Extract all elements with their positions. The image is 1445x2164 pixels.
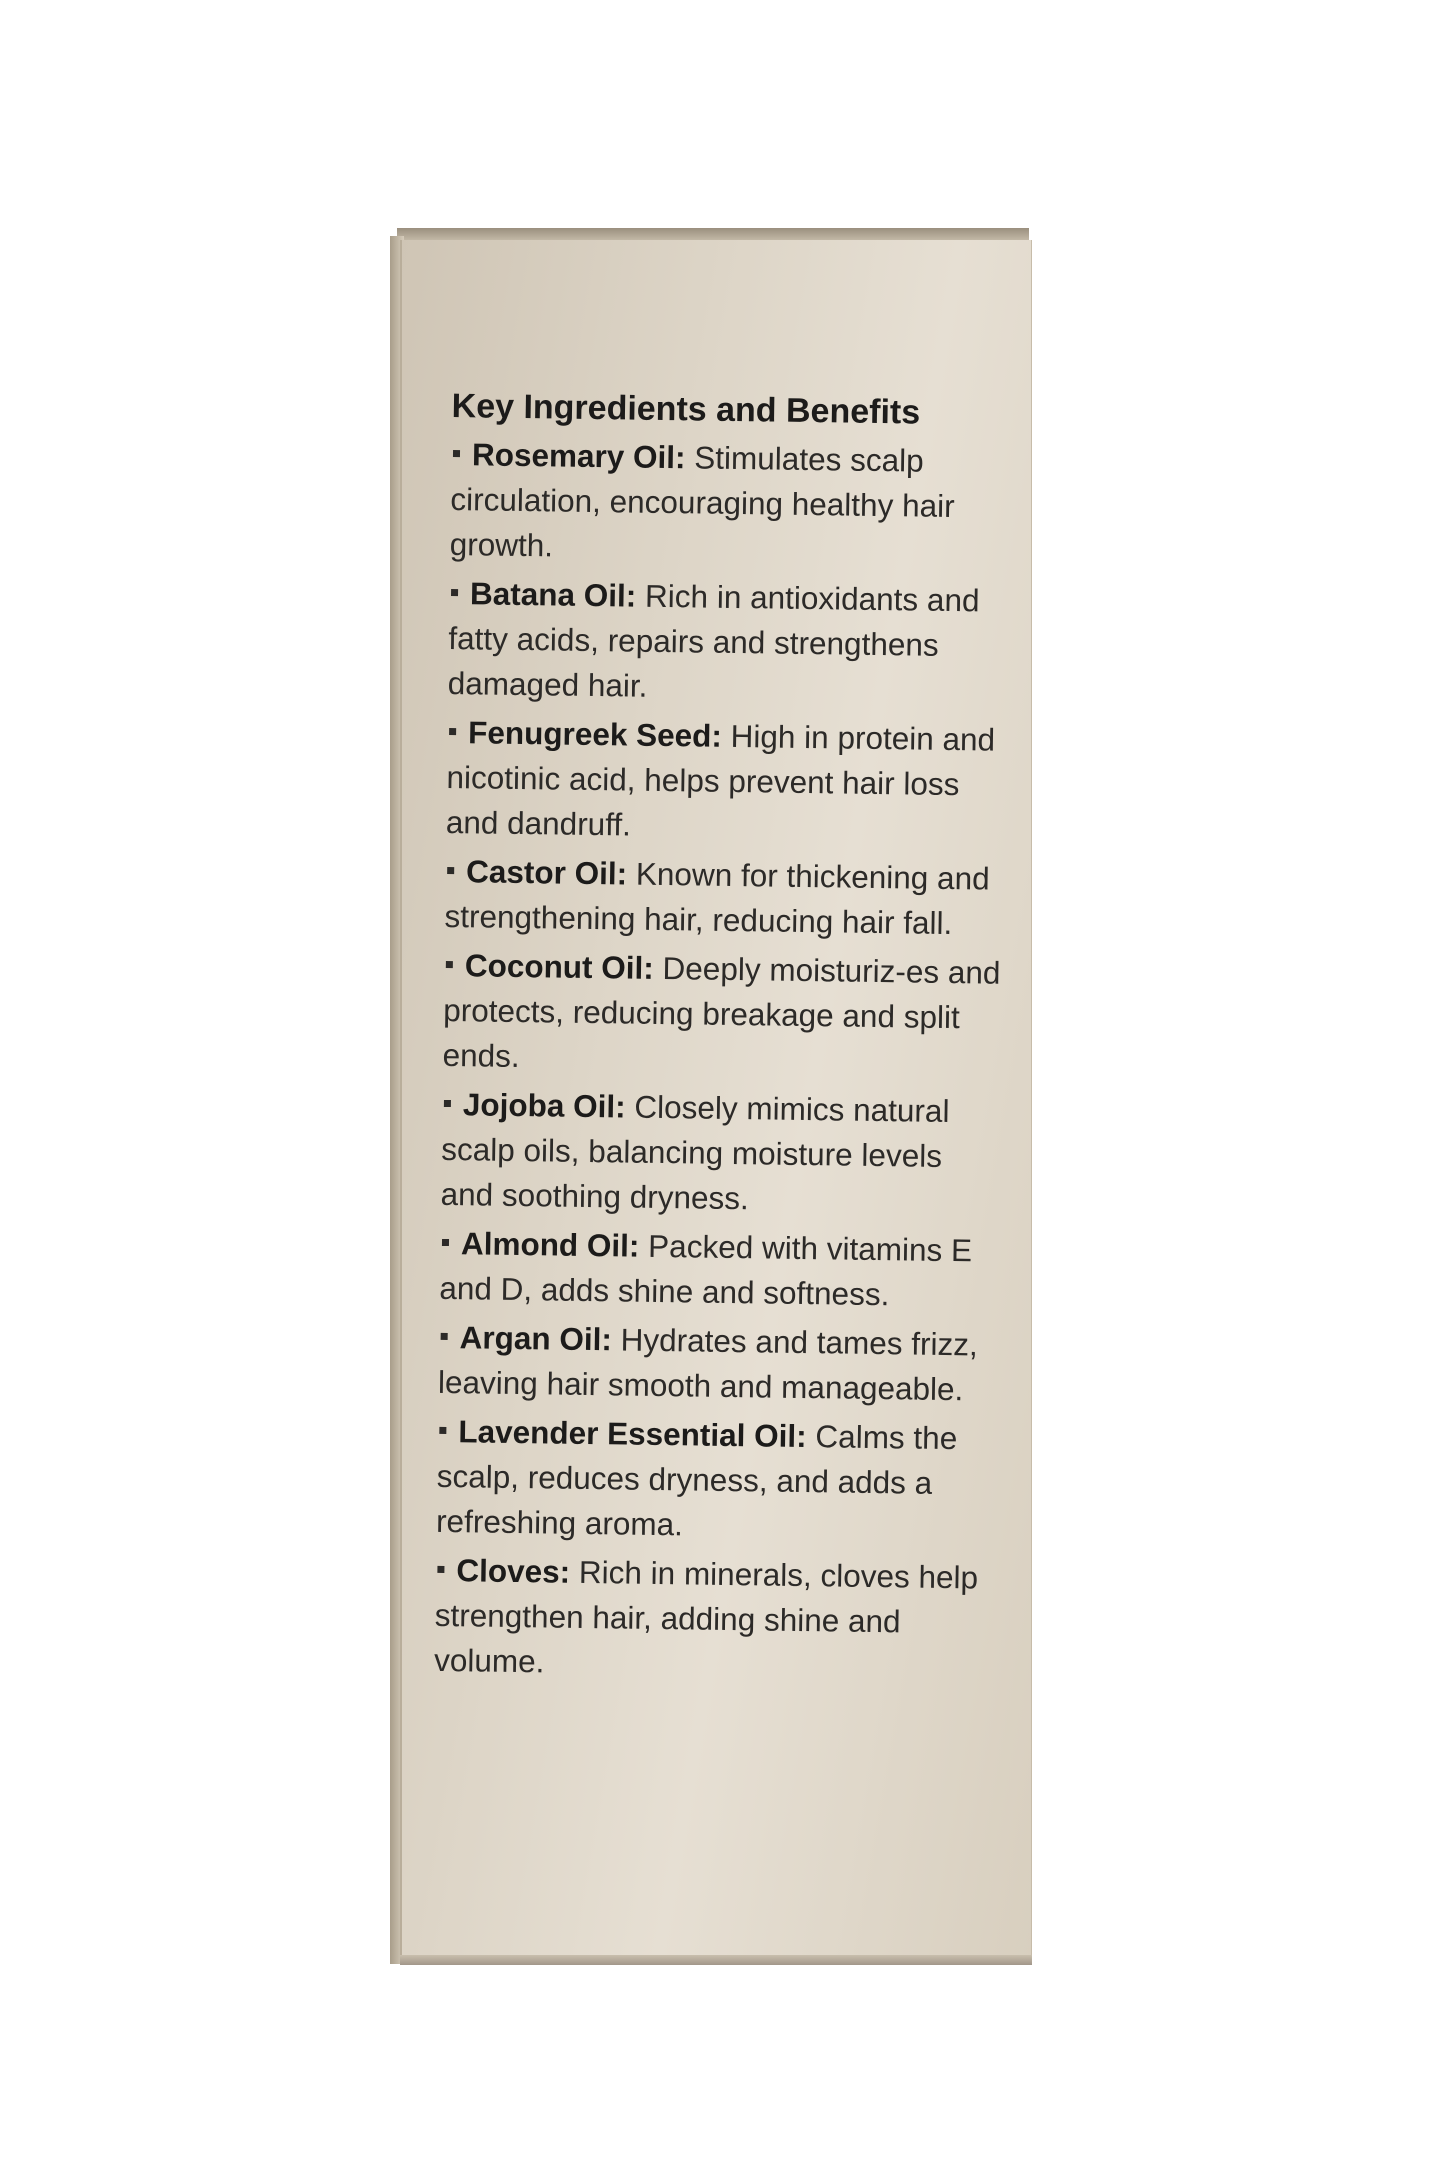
bullet-icon <box>451 589 458 596</box>
ingredient-argan <box>438 1315 999 1413</box>
ingredient-benefit: Stimulates scalp circulation, encouraging healthy hair growth. <box>449 439 955 564</box>
bullet-icon <box>447 867 454 874</box>
ingredient-name: Argan Oil: <box>459 1319 613 1358</box>
ingredient-benefit: Closely mimics natural scalp oils, balancing moisture levels and soothing dryness. <box>440 1088 950 1217</box>
bullet-icon <box>449 728 456 735</box>
ingredient-benefit: Rich in minerals, cloves help strengthen hair, adding shine and volume. <box>433 1553 979 1680</box>
bullet-icon <box>437 1566 444 1573</box>
ingredient-benefit: High in protein and nicotinic acid, helps prevent hair loss and dandruff. <box>445 717 996 843</box>
ingredient-almond <box>439 1221 1000 1319</box>
ingredient-fenugreek <box>446 710 1008 853</box>
ingredient-name: Castor Oil: <box>465 853 628 892</box>
ingredient-name: Cloves: <box>456 1552 571 1590</box>
bullet-icon <box>446 961 453 968</box>
ingredients-panel <box>434 382 1012 1695</box>
bullet-icon <box>444 1100 451 1107</box>
ingredient-benefit: Deeply moisturiz-es and protects, reducing breakage and split ends. <box>442 949 1001 1075</box>
ingredient-lavender <box>436 1409 998 1552</box>
ingredient-coconut <box>442 943 1004 1086</box>
box-bottom-edge <box>400 1955 1032 1965</box>
ingredient-name: Fenugreek Seed: <box>467 714 723 754</box>
ingredient-benefit: Calms the scalp, reduces dryness, and adds a refreshing aroma. <box>435 1418 958 1543</box>
ingredient-name: Batana Oil: <box>469 575 637 614</box>
ingredient-castor <box>444 849 1005 947</box>
bullet-icon <box>439 1427 446 1434</box>
bullet-icon <box>442 1239 449 1246</box>
ingredient-rosemary <box>449 432 1011 575</box>
bullet-icon <box>441 1333 448 1340</box>
ingredient-name: Almond Oil: <box>460 1225 640 1264</box>
ingredient-benefit: Known for thickening and strengthening hair, reducing hair fall. <box>444 855 990 942</box>
ingredient-jojoba <box>440 1082 1002 1225</box>
ingredient-name: Jojoba Oil: <box>462 1086 626 1125</box>
ingredient-batana <box>447 571 1009 714</box>
ingredient-benefit: Packed with vitamins E and D, adds shine and softness. <box>439 1227 973 1313</box>
bullet-icon <box>453 450 460 457</box>
ingredient-benefit: Rich in antioxidants and fatty acids, repairs and strengthens damaged hair. <box>447 577 980 704</box>
ingredients-heading: Key Ingredients and Benefits <box>451 386 921 432</box>
ingredient-benefit: Hydrates and tames frizz, leaving hair smooth and manageable. <box>437 1321 979 1408</box>
ingredient-name: Coconut Oil: <box>464 947 655 986</box>
ingredient-name: Lavender Essential Oil: <box>458 1413 807 1455</box>
ingredient-name: Rosemary Oil: <box>471 436 686 476</box>
ingredient-cloves <box>434 1548 996 1691</box>
